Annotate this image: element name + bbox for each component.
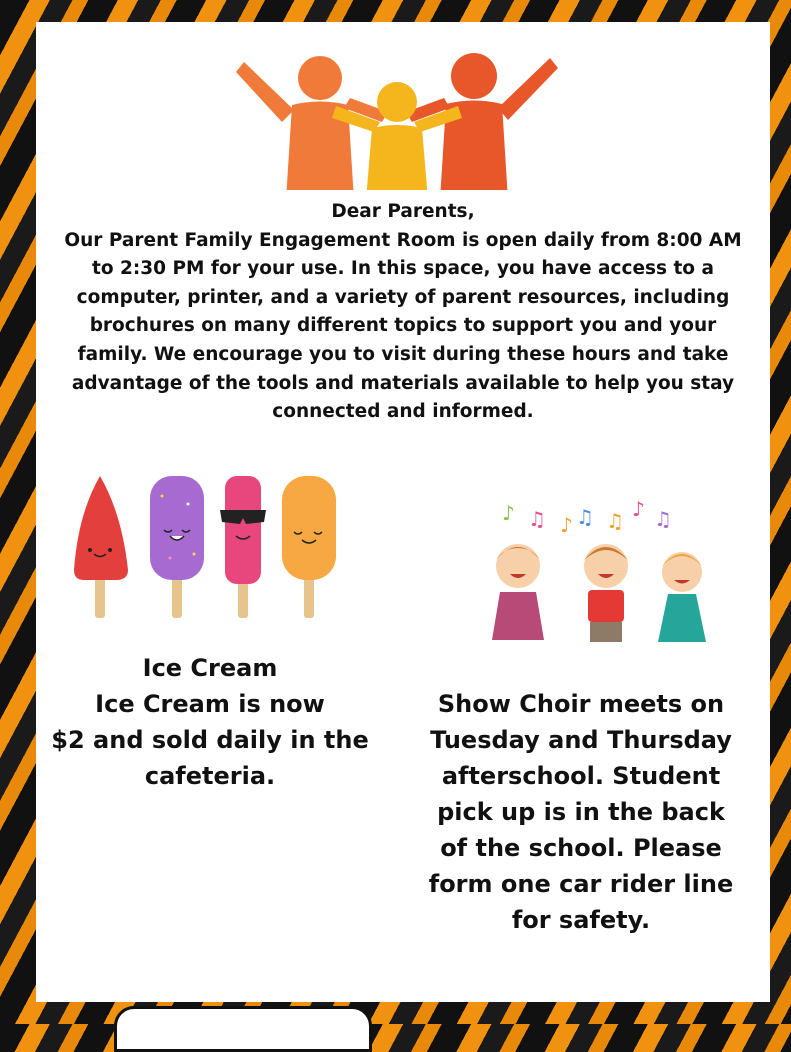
ice-cream-notice	[50, 650, 370, 794]
letter-greeting: Dear Parents,	[331, 201, 475, 222]
show-choir-notice	[420, 686, 742, 938]
svg-text:♫: ♫	[528, 507, 546, 531]
pink-popsicle-icon	[220, 476, 266, 618]
girl-singer-right-icon	[658, 552, 706, 654]
show-choir-text: Show Choir meets on Tuesday and Thursday afterschool. Student pick up is in the back of the school. Please form one car rider line for safety.	[428, 690, 734, 934]
ice-cream-line-3: cafeteria.	[144, 762, 276, 790]
ice-cream-title: Ice Cream	[142, 654, 278, 682]
boy-singer-center-icon	[584, 544, 628, 654]
family-logo-icon	[232, 50, 562, 190]
red-popsicle-icon	[74, 476, 128, 618]
ice-cream-line-2: $2 and sold daily in the	[51, 726, 369, 754]
letter-text	[56, 198, 750, 427]
svg-text:♫: ♫	[606, 509, 624, 533]
flyer-sheet	[36, 22, 770, 1002]
purple-popsicle-icon	[150, 476, 204, 618]
letter-body: Our Parent Family Engagement Room is open daily from 8:00 AM to 2:30 PM for your use. In this space, you have access to a computer, printer, and a variety of parent resources, including brochures on many different topics to support you and your family. We encourage you to visit during these hours and take advantage of the tools and materials available to help you stay connected and informed.	[64, 229, 742, 423]
svg-text:♪: ♪	[502, 501, 515, 525]
ice-cream-line-1: Ice Cream is now	[95, 690, 325, 718]
svg-text:♪: ♪	[632, 497, 645, 521]
orange-popsicle-icon	[282, 476, 336, 618]
popsicles-illustration	[70, 474, 340, 626]
svg-text:♪: ♪	[560, 513, 573, 537]
svg-text:♫: ♫	[576, 505, 594, 529]
music-notes-icon	[502, 497, 672, 537]
girl-singer-left-icon	[492, 544, 544, 654]
singing-children-illustration	[456, 462, 736, 662]
bottom-tab-decoration	[114, 1006, 372, 1052]
svg-text:♫: ♫	[654, 507, 672, 531]
